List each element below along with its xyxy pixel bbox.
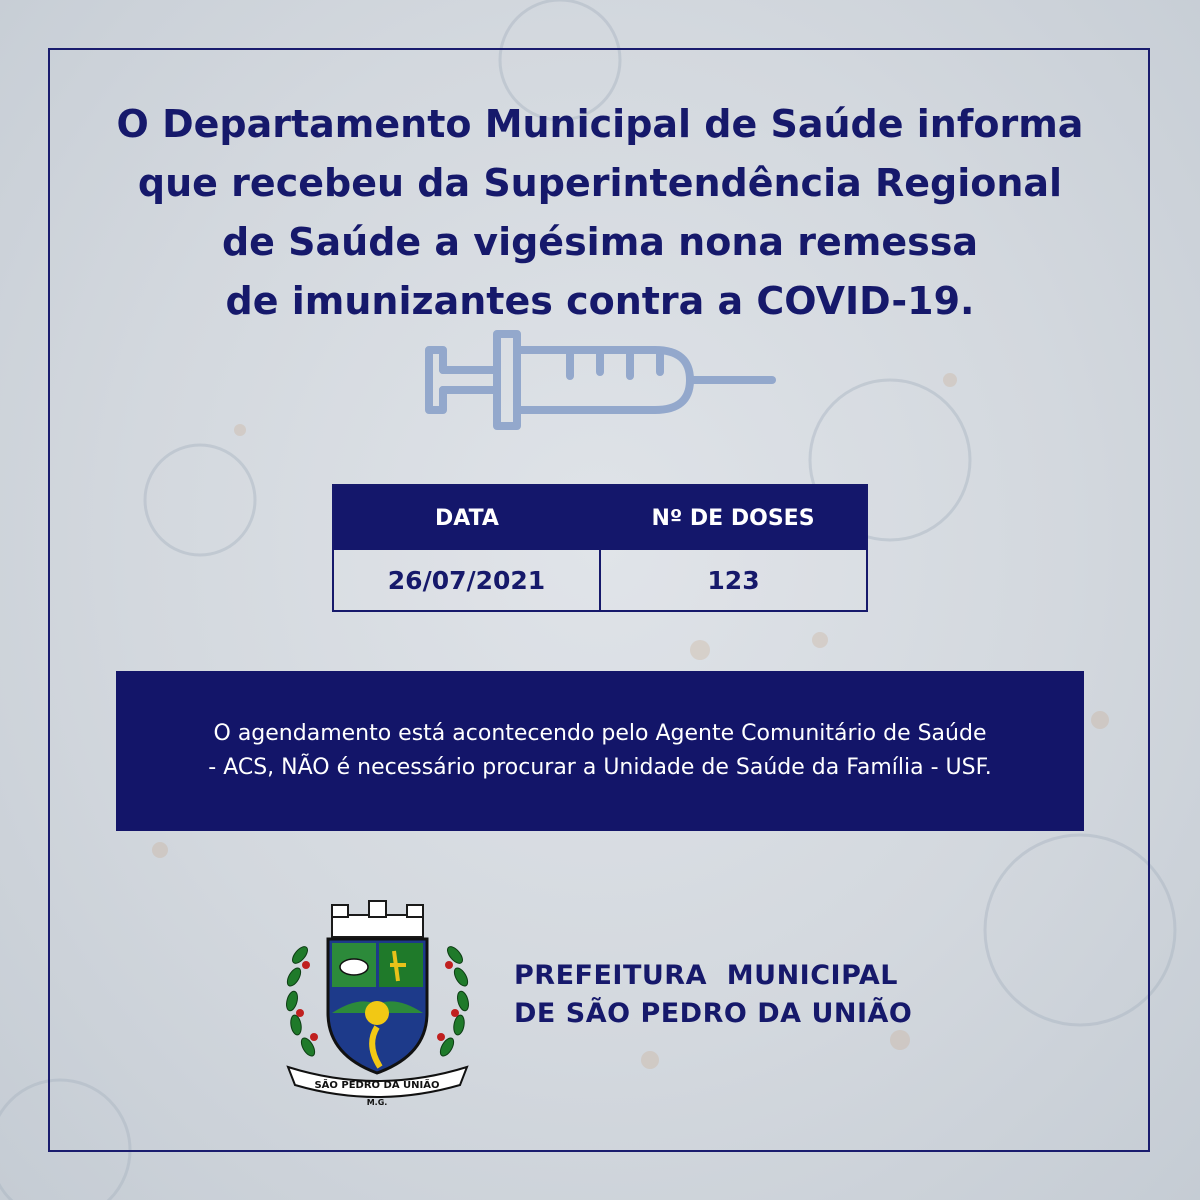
organization-line-2: DE SÃO PEDRO DA UNIÃO xyxy=(514,998,913,1029)
cell-doses: 123 xyxy=(707,565,760,595)
headline-line-2: que recebeu da Superintendência Regional xyxy=(137,161,1063,205)
crest-ribbon-text: SÃO PEDRO DA UNIÃO xyxy=(314,1080,440,1091)
cell-date: 26/07/2021 xyxy=(334,550,601,610)
headline-line-4: de imunizantes contra a COVID-19. xyxy=(225,279,975,323)
notice-line-2: - ACS, NÃO é necessário procurar a Unidade de Saúde da Família - USF. xyxy=(208,755,992,780)
scheduling-notice xyxy=(116,671,1084,831)
crest-state-text: M.G. xyxy=(366,1098,388,1107)
header-doses: Nº DE DOSES xyxy=(651,505,815,531)
organization-line-1: PREFEITURA MUNICIPAL xyxy=(514,960,898,991)
table-header xyxy=(334,486,866,550)
headline-line-3: de Saúde a vigésima nona remessa xyxy=(221,220,979,264)
table-row xyxy=(334,550,866,610)
doses-table xyxy=(332,484,868,612)
organization-name xyxy=(514,957,912,1033)
header-date: DATA xyxy=(435,505,499,531)
coat-of-arms-logo xyxy=(270,895,485,1110)
syringe-icon xyxy=(415,328,780,432)
notice-line-1: O agendamento está acontecendo pelo Agente Comunitário de Saúde xyxy=(213,721,987,746)
headline-line-1: O Departamento Municipal de Saúde informa xyxy=(116,102,1084,146)
headline xyxy=(60,95,1140,331)
